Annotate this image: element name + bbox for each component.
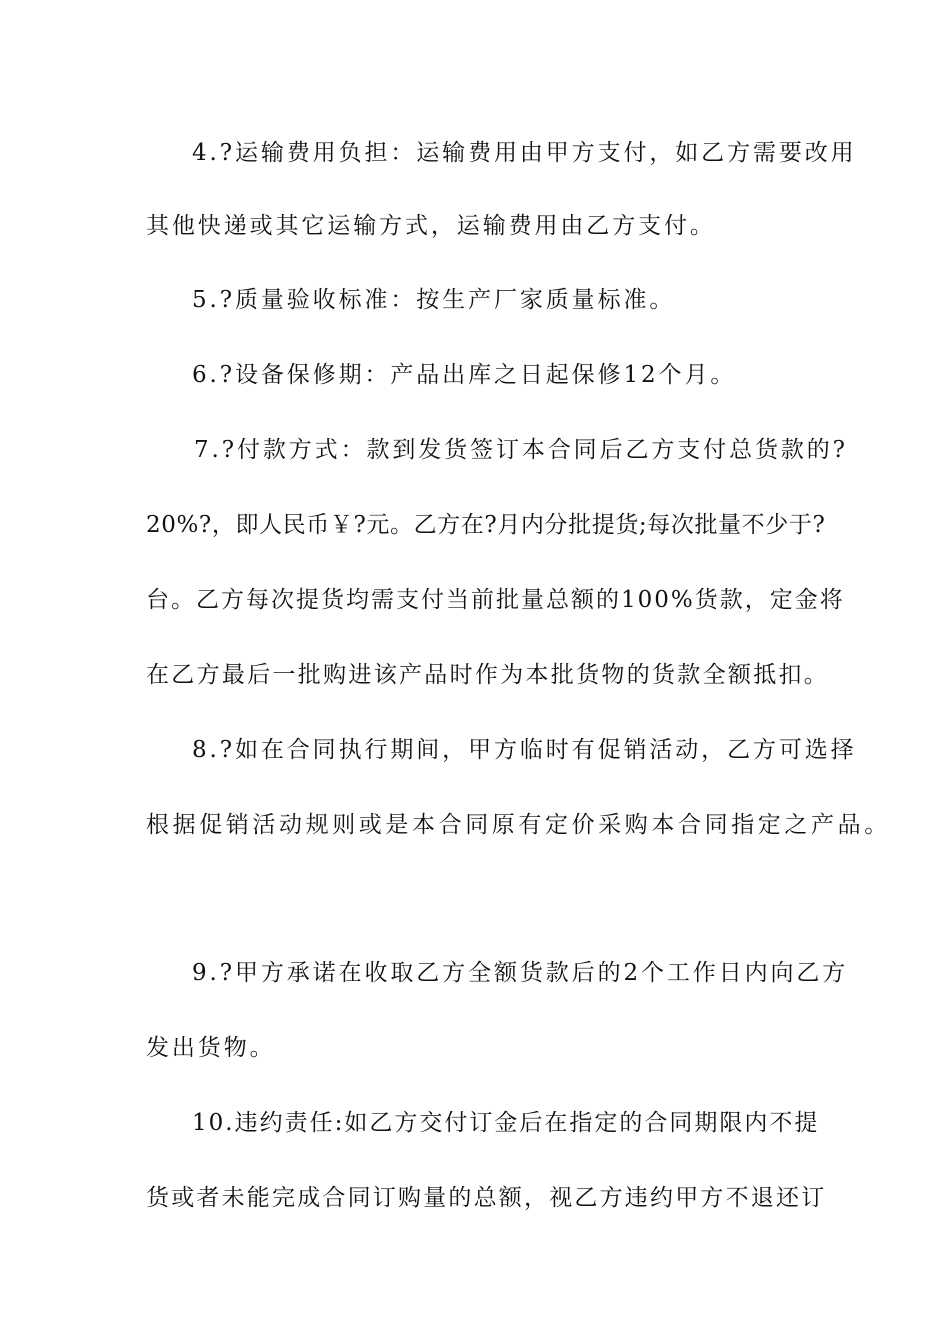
clause-8-line-1: 8.?如在合同执行期间，甲方临时有促销活动，乙方可选择 [192, 737, 857, 763]
clause-5-line-1: 5.?质量验收标准：按生产厂家质量标准。 [192, 287, 676, 313]
clause-8-line-2: 根据促销活动规则或是本合同原有定价采购本合同指定之产品。 [146, 812, 891, 838]
clause-7-line-2: 20%?，即人民币￥?元。乙方在?月内分批提货;每次批量不少于? [146, 512, 826, 538]
clause-4-line-2: 其他快递或其它运输方式，运输费用由乙方支付。 [146, 213, 716, 239]
clause-7-line-1: 7.?付款方式：款到发货签订本合同后乙方支付总货款的? [194, 437, 848, 463]
clause-7-line-4: 在乙方最后一批购进该产品时作为本批货物的货款全额抵扣。 [146, 662, 830, 688]
clause-10-line-1: 10.违约责任:如乙方交付订金后在指定的合同期限内不提 [192, 1110, 820, 1136]
clause-4-line-1: 4.?运输费用负担：运输费用由甲方支付，如乙方需要改用 [192, 140, 857, 166]
clause-9-line-1: 9.?甲方承诺在收取乙方全额货款后的2个工作日内向乙方 [192, 960, 849, 986]
clause-6-line-1: 6.?设备保修期：产品出库之日起保修12个月。 [192, 362, 737, 388]
clause-10-line-2: 货或者未能完成合同订购量的总额，视乙方违约甲方不退还订 [146, 1185, 827, 1211]
clause-9-line-2: 发出货物。 [146, 1035, 276, 1061]
clause-7-line-3: 台。乙方每次提货均需支付当前批量总额的100%货款，定金将 [146, 587, 845, 613]
